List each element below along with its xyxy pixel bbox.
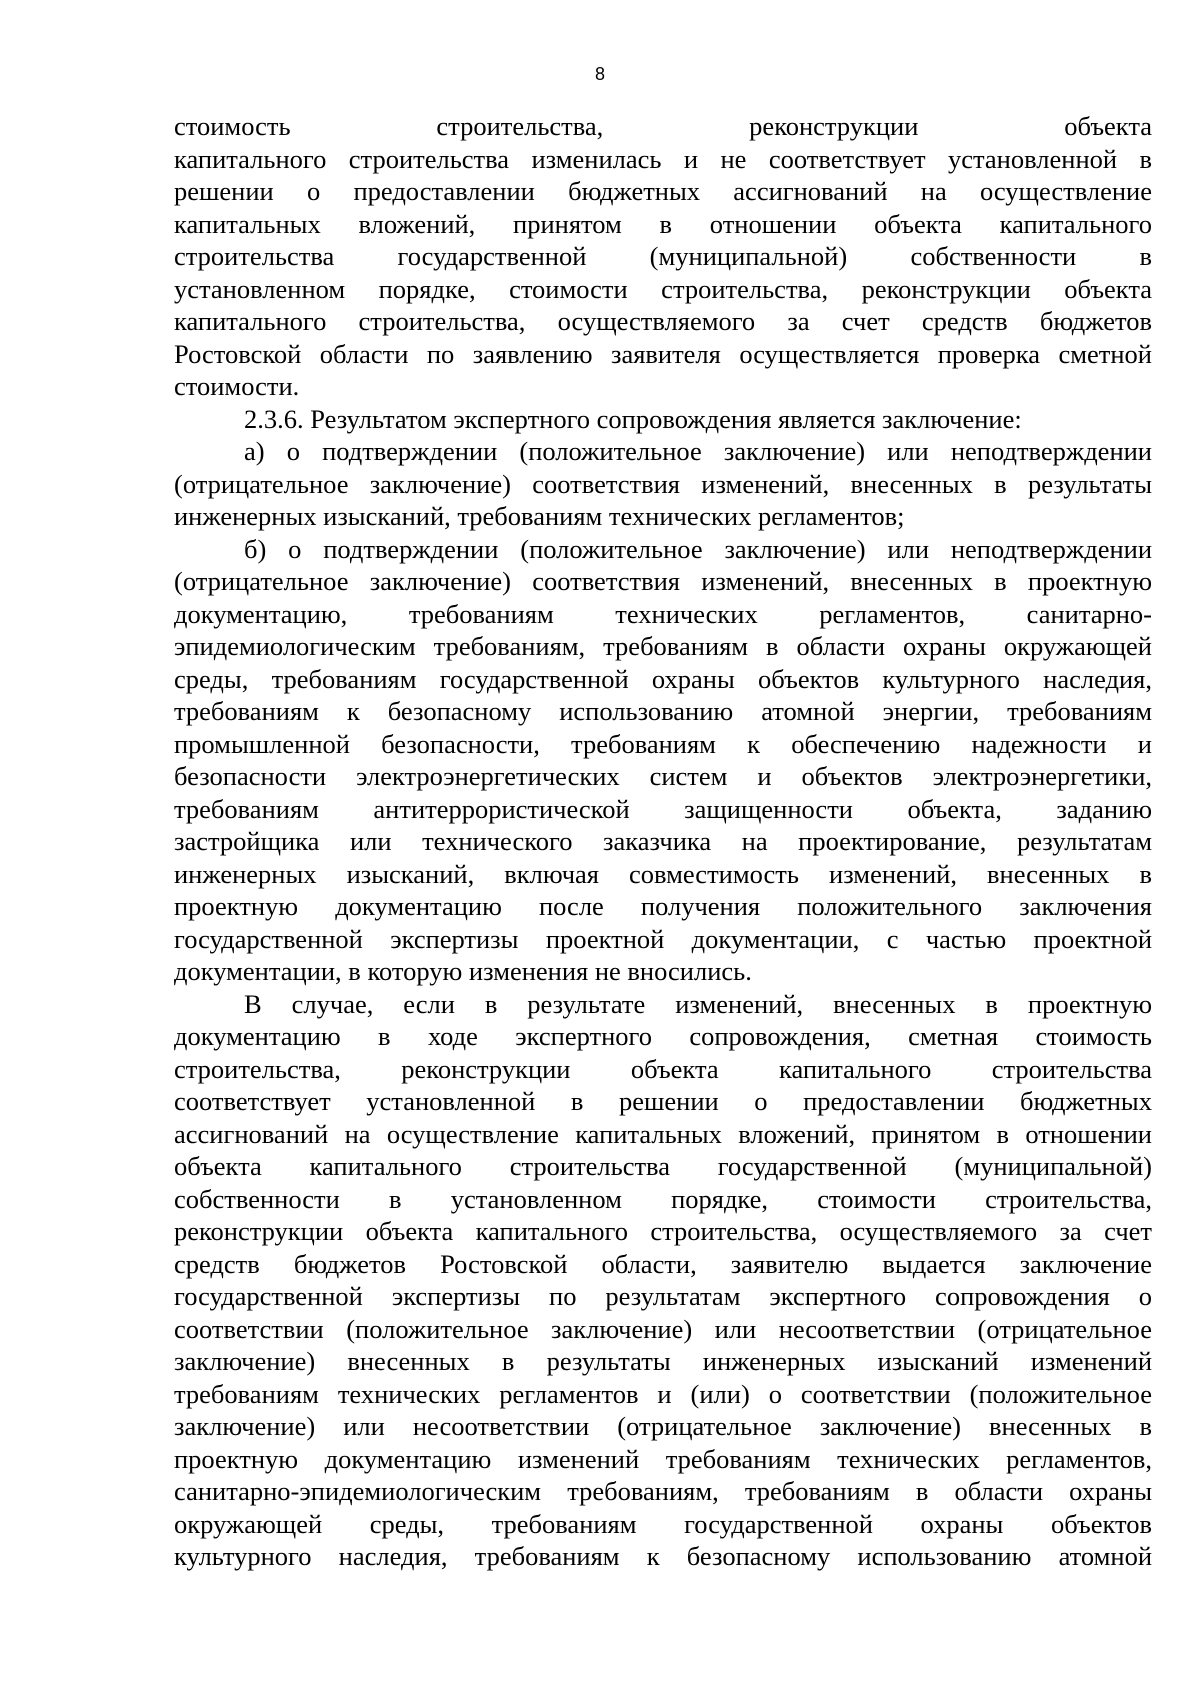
text-line: среды, требованиям государственной охраны объектов культурного наследия, xyxy=(174,663,1152,694)
text-line: требованиям к безопасному использованию атомной энергии, требованиям xyxy=(174,696,1152,726)
document-body xyxy=(174,110,1152,1573)
text-line: средств бюджетов Ростовской области, заявителю выдается заключение xyxy=(174,1248,1152,1279)
text-line: требованиям технических регламентов и (или) о соответствии (положительное xyxy=(174,1378,1152,1409)
text-line: проектную документацию изменений требованиям технических регламентов, xyxy=(174,1443,1152,1474)
text-line: ассигнований на осуществление капитальных вложений, принятом в отношении xyxy=(174,1118,1152,1149)
text-line: объекта капитального строительства государственной (муниципальной) xyxy=(174,1151,1152,1181)
text-line: государственной экспертизы по результатам экспертного сопровождения о xyxy=(174,1281,1152,1311)
text-line: документацию в ходе экспертного сопровождения, сметная стоимость xyxy=(174,1021,1152,1051)
text-line: санитарно-эпидемиологическим требованиям, требованиям в области охраны xyxy=(174,1476,1152,1506)
text-line: решении о предоставлении бюджетных ассигнований на осуществление xyxy=(174,176,1152,206)
text-line: требованиям антитеррористической защищенности объекта, заданию xyxy=(174,793,1152,824)
text-line: капитальных вложений, принятом в отношении объекта капитального xyxy=(174,208,1152,239)
text-line: (отрицательное заключение) соответствия изменений, внесенных в проектную xyxy=(174,566,1152,596)
text-line: 2.3.6. Результатом экспертного сопровождения является заключение: xyxy=(244,403,1022,434)
text-line: соответствии (положительное заключение) или несоответствии (отрицательное xyxy=(174,1313,1152,1344)
text-line: заключение) или несоответствии (отрицательное заключение) внесенных в xyxy=(174,1411,1152,1441)
text-line: строительства государственной (муниципальной) собственности в xyxy=(174,241,1152,271)
text-line: (отрицательное заключение) соответствия изменений, внесенных в результаты xyxy=(174,468,1152,499)
text-line: инженерных изысканий, требованиям технических регламентов; xyxy=(174,501,905,531)
text-line: собственности в установленном порядке, стоимости строительства, xyxy=(174,1183,1152,1214)
text-line: проектную документацию после получения положительного заключения xyxy=(174,891,1152,921)
text-line: эпидемиологическим требованиям, требованиям в области охраны окружающей xyxy=(174,631,1152,661)
text-line: стоимости. xyxy=(174,371,300,401)
text-line: инженерных изысканий, включая совместимость изменений, внесенных в xyxy=(174,858,1152,889)
text-line: капитального строительства, осуществляемого за счет средств бюджетов xyxy=(174,306,1152,336)
text-line: строительства, реконструкции объекта капитального строительства xyxy=(174,1053,1152,1084)
page-number: 8 xyxy=(594,64,605,84)
text-line: застройщика или технического заказчика на проектирование, результатам xyxy=(174,826,1152,856)
text-line: реконструкции объекта капитального строительства, осуществляемого за счет xyxy=(174,1216,1152,1246)
text-line: окружающей среды, требованиям государственной охраны объектов xyxy=(174,1508,1152,1539)
text-line: безопасности электроэнергетических систем и объектов электроэнергетики, xyxy=(174,761,1152,791)
text-line: государственной экспертизы проектной документации, с частью проектной xyxy=(174,923,1152,954)
text-line: заключение) внесенных в результаты инженерных изысканий изменений xyxy=(174,1346,1152,1376)
text-line: установленном порядке, стоимости строительства, реконструкции объекта xyxy=(174,273,1152,304)
text-line: а) о подтверждении (положительное заключение) или неподтверждении xyxy=(244,436,1152,466)
text-line: документации, в которую изменения не вносились. xyxy=(174,956,752,986)
text-line: Ростовской области по заявлению заявителя осуществляется проверка сметной xyxy=(174,338,1152,369)
text-line: документацию, требованиям технических регламентов, санитарно- xyxy=(174,598,1152,629)
text-line: капитального строительства изменилась и не соответствует установленной в xyxy=(174,143,1152,174)
text-line: стоимость строительства, реконструкции объекта xyxy=(174,111,1152,141)
text-line: промышленной безопасности, требованиям к обеспечению надежности и xyxy=(174,728,1152,759)
text-line: соответствует установленной в решении о предоставлении бюджетных xyxy=(174,1086,1152,1116)
text-line: культурного наследия, требованиям к безопасному использованию атомной xyxy=(174,1541,1152,1571)
text-line: В случае, если в результате изменений, внесенных в проектную xyxy=(244,988,1152,1019)
text-line: б) о подтверждении (положительное заключение) или неподтверждении xyxy=(244,533,1152,564)
